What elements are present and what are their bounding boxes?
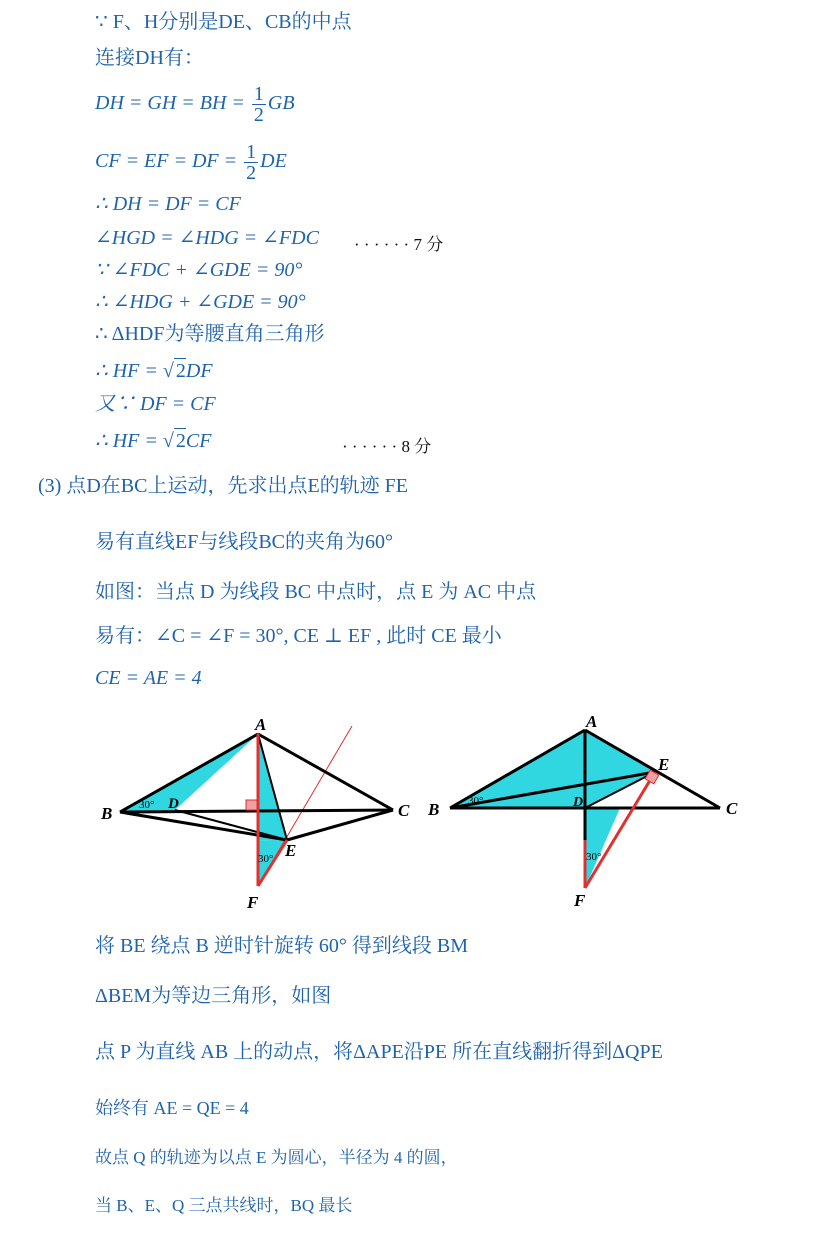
part4-line-equilateral: ΔBEM为等边三角形，如图 [95, 985, 332, 1007]
cf-fraction [244, 142, 258, 183]
fig2-angle-f-label: 30° [586, 851, 602, 863]
fig1-angle-b-label: 30° [139, 799, 155, 811]
figure-2 [427, 712, 738, 910]
score-7: · · · · · · 7 分 [354, 235, 444, 254]
fig1-segment-ac [258, 734, 393, 810]
part4-line-ae-qe: 始终有 AE = QE = 4 [95, 1098, 249, 1118]
fig2-label-f: F [574, 891, 586, 910]
fig1-label-b: B [101, 804, 113, 823]
fig1-right-angle-mark [246, 800, 257, 810]
hf-cf-radicand: 2 [175, 430, 186, 452]
fig1-label-c: C [398, 801, 410, 820]
hf-df-radicand: 2 [175, 360, 186, 382]
hf-df-rhs: DF [185, 360, 213, 382]
proof-line-df-cf: 又∵ DF = CF [95, 393, 216, 415]
part4-line-rotate: 将 BE 绕点 B 逆时针旋转 60° 得到线段 BM [95, 935, 469, 957]
fig1-segment-ec [287, 810, 393, 840]
part3-line-angle: 易有直线EF与线段BC的夹角为60° [95, 531, 394, 553]
part4-line-collinear: 当 B、E、Q 三点共线时，BQ 最长 [95, 1196, 353, 1215]
proof-line-angle-sum: ∵ ∠FDC + ∠GDE = 90° [95, 259, 303, 281]
dh-fraction [252, 84, 266, 125]
fig2-label-c: C [726, 799, 738, 818]
dh-frac-den: 2 [253, 103, 264, 126]
part3-heading: (3) 点D在BC上运动，先求出点E的轨迹 FE [38, 475, 408, 497]
dh-lhs: DH = GH = BH = [95, 92, 245, 114]
proof-line-angles: ∠HGD = ∠HDG = ∠FDC [95, 227, 319, 249]
part3-line-midpoint: 如图：当点 D 为线段 BC 中点时，点 E 为 AC 中点 [95, 581, 537, 603]
hf-cf-rhs: CF [185, 430, 212, 452]
fig2-label-a: A [586, 712, 598, 731]
cf-rhs: DE [260, 150, 287, 172]
proof-line-midpoints: ∵ F、H分别是DE、CB的中点 [95, 11, 352, 33]
dh-frac-num: 1 [253, 82, 264, 105]
cf-frac-den: 2 [246, 161, 257, 184]
part4-line-locus: 故点 Q 的轨迹为以点 E 为圆心，半径为 4 的圆， [95, 1148, 458, 1167]
fig2-shaded-ade [585, 730, 655, 808]
fig1-label-d: D [168, 796, 179, 812]
fig2-label-b: B [428, 800, 440, 819]
figure-1 [100, 715, 410, 912]
cf-frac-num: 1 [246, 140, 257, 163]
proof-line-hf-cf [95, 428, 211, 453]
sqrt-sign: √ [162, 430, 174, 452]
dh-rhs: GB [267, 92, 295, 114]
fig2-angle-b-label: 30° [468, 795, 484, 807]
cf-lhs: CF = EF = DF = [95, 150, 238, 172]
sqrt-sign: √ [162, 360, 174, 382]
proof-line-dh-equation [95, 80, 295, 126]
proof-line-isosceles: ∴ ΔHDF为等腰直角三角形 [95, 323, 325, 345]
proof-line-angle-sum-2: ∴ ∠HDG + ∠GDE = 90° [95, 291, 306, 313]
proof-line-cf-equation [95, 138, 287, 184]
fig1-label-a: A [255, 715, 267, 734]
hf-cf-lhs: ∴ HF = [95, 430, 158, 452]
proof-line-dh-df-cf: ∴ DH = DF = CF [95, 193, 241, 215]
fig1-label-f: F [247, 893, 259, 912]
fig2-label-d: D [573, 795, 584, 810]
proof-line-connect: 连接DH有： [95, 47, 204, 69]
hf-df-lhs: ∴ HF = [95, 360, 158, 382]
fig1-angle-f-label: 30° [258, 853, 274, 865]
part3-line-ce-ae: CE = AE = 4 [95, 667, 202, 689]
score-8: · · · · · · 8 分 [342, 437, 432, 456]
part3-line-min-ce: 易有：∠C = ∠F = 30°, CE ⊥ EF , 此时 CE 最小 [95, 625, 502, 647]
geometry-figures [0, 700, 837, 925]
fig1-label-e: E [285, 841, 297, 860]
proof-line-hf-df [95, 358, 213, 383]
part4-line-fold: 点 P 为直线 AB 上的动点，将ΔAPE沿PE 所在直线翻折得到ΔQPE [95, 1041, 663, 1063]
fig2-shaded-df [585, 808, 620, 888]
fig2-label-e: E [658, 755, 670, 774]
